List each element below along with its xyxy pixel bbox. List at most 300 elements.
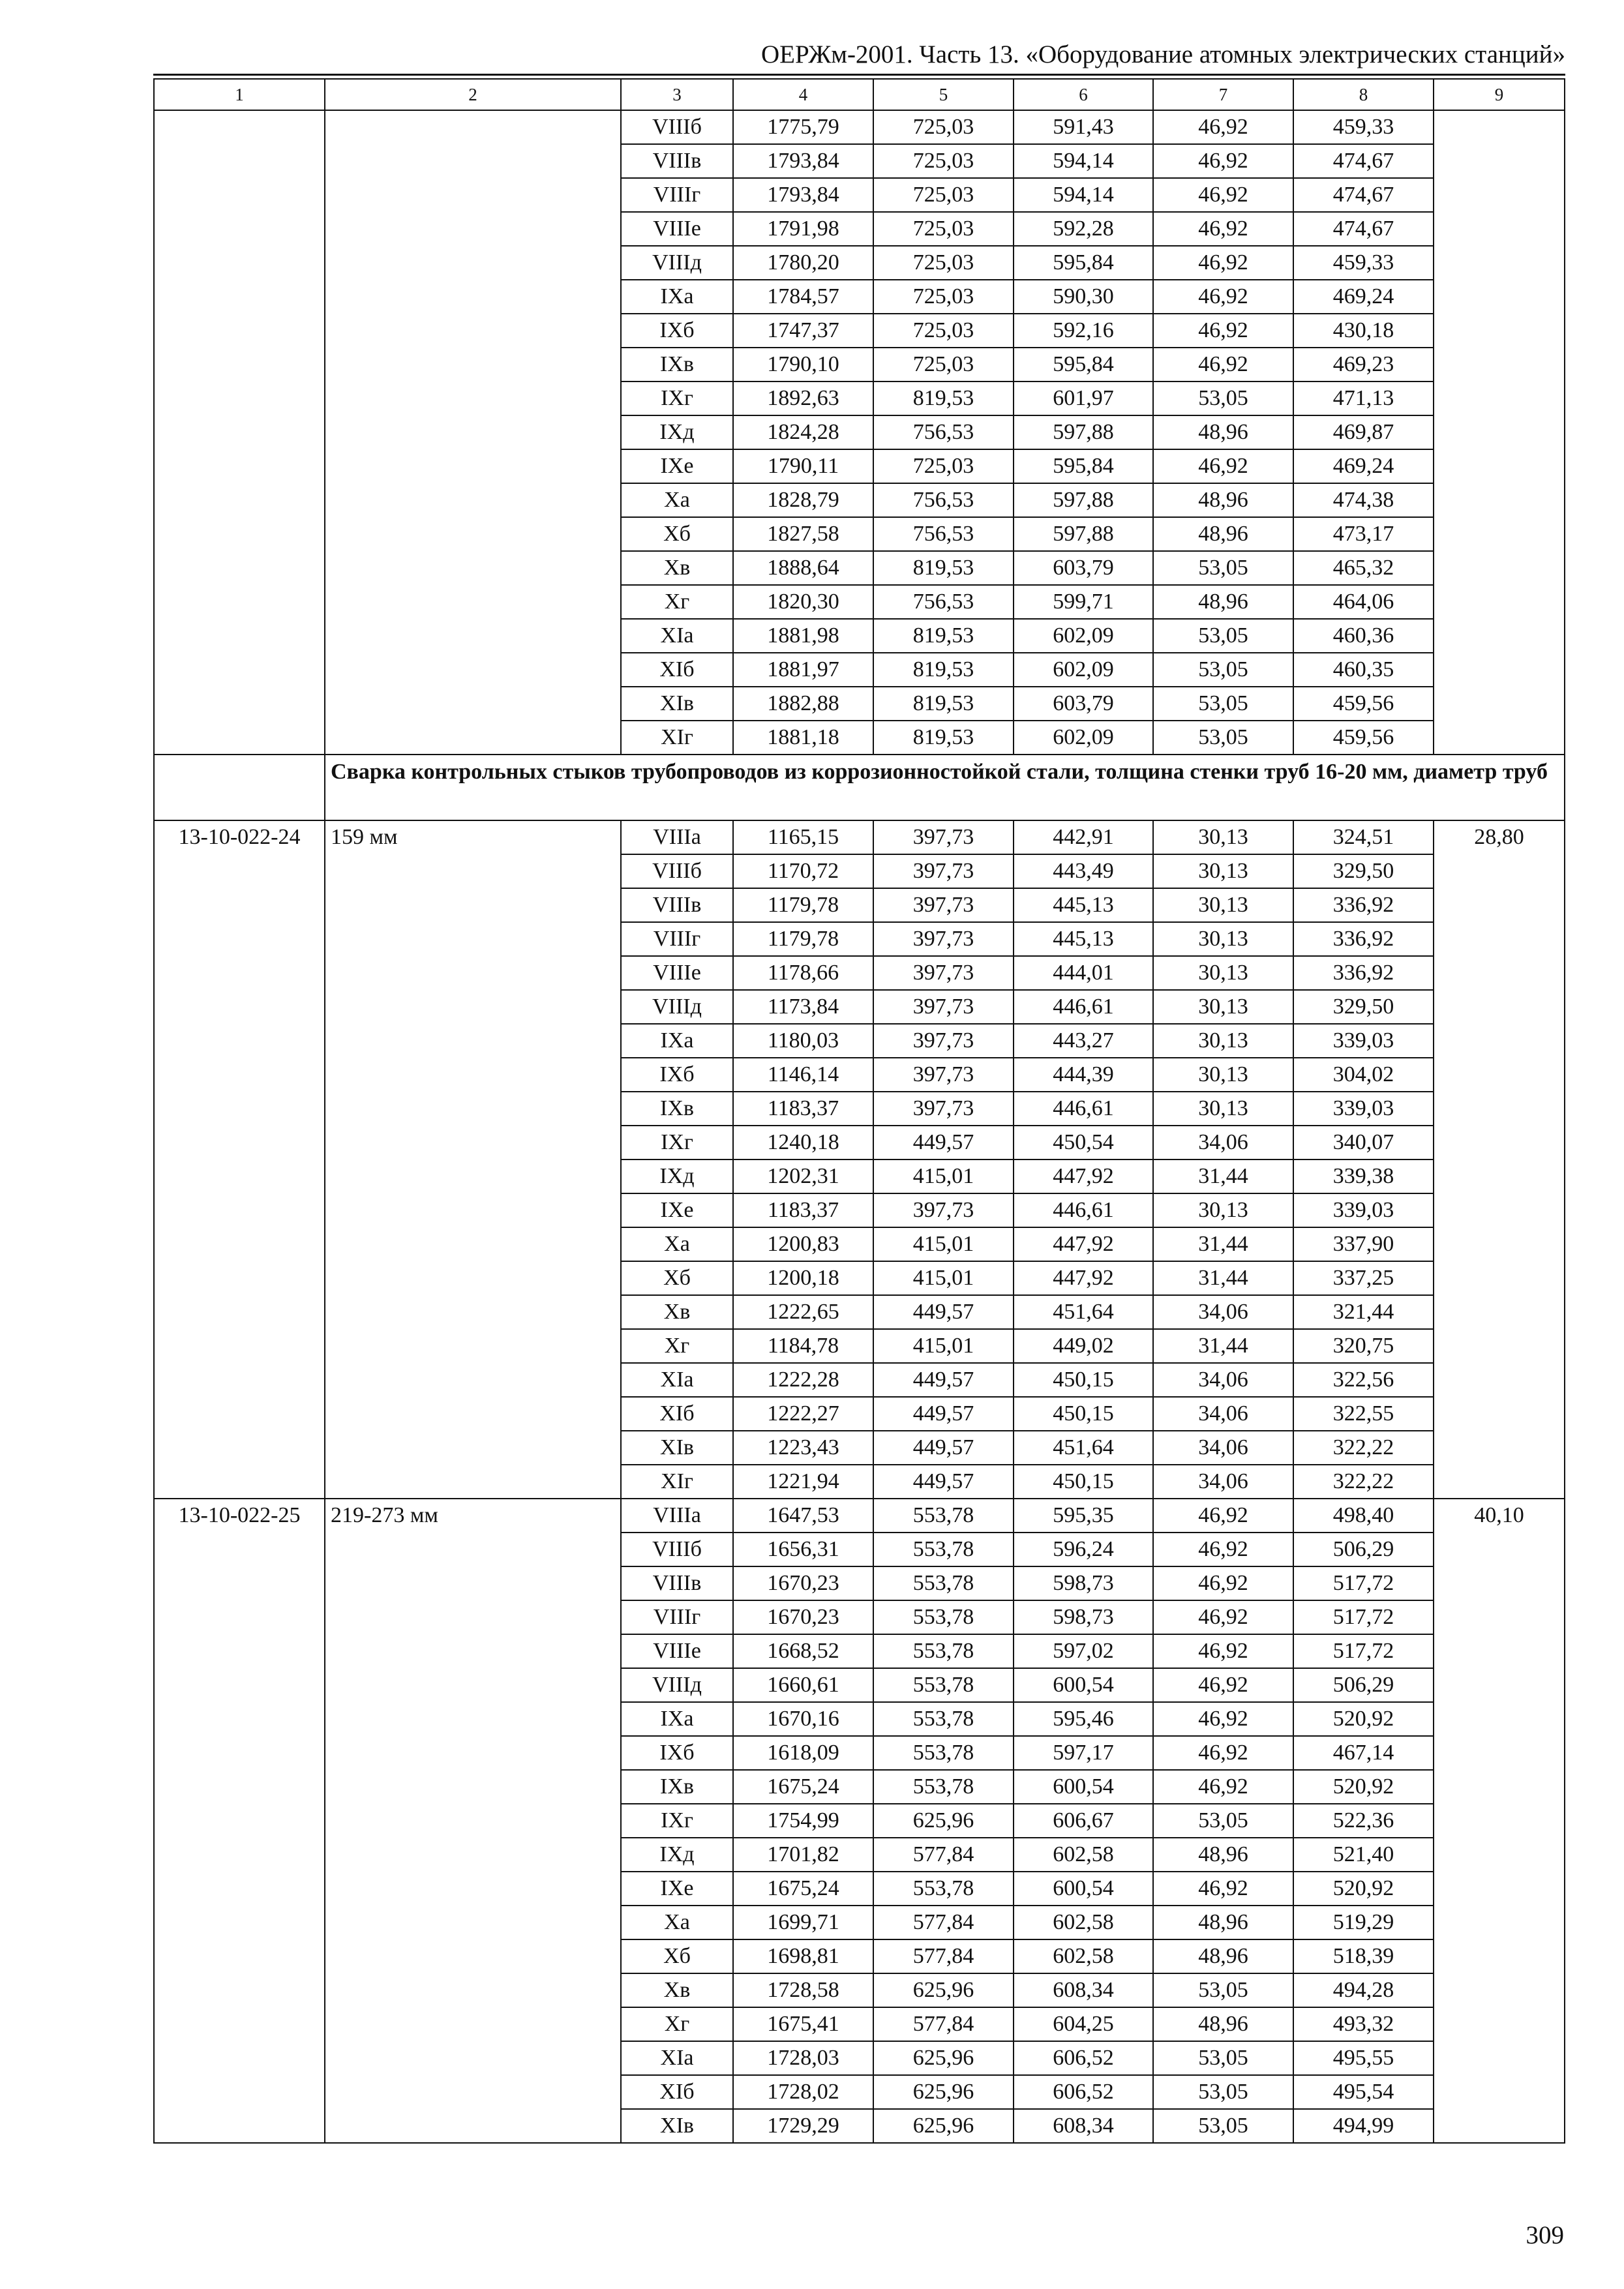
value-cell: 474,38 [1293,483,1434,517]
value-cell: 445,13 [1014,888,1153,922]
value-cell: 1784,57 [733,280,873,314]
value-cell: 517,72 [1293,1566,1434,1600]
value-cell: 1222,65 [733,1295,873,1329]
value-cell: 1881,18 [733,721,873,755]
value-cell: 602,09 [1014,653,1153,687]
value-cell: 430,18 [1293,314,1434,348]
value-cell: 446,61 [1014,990,1153,1024]
value-cell: 449,57 [873,1465,1014,1499]
value-cell: 53,05 [1153,687,1293,721]
zone-code: IXб [621,1736,733,1770]
value-cell: 415,01 [873,1159,1014,1193]
zone-code: IXг [621,1126,733,1159]
value-cell: 46,92 [1153,212,1293,246]
value-cell: 1184,78 [733,1329,873,1363]
value-cell: 595,46 [1014,1702,1153,1736]
zone-code: VIIIб [621,1533,733,1566]
page-number: 309 [1526,2221,1564,2249]
zone-code: VIIIб [621,854,733,888]
value-cell: 30,13 [1153,922,1293,956]
value-cell: 450,15 [1014,1465,1153,1499]
value-cell: 1179,78 [733,922,873,956]
value-cell: 321,44 [1293,1295,1434,1329]
value-cell: 449,57 [873,1363,1014,1397]
column-number: 7 [1153,79,1293,110]
value-cell: 1618,09 [733,1736,873,1770]
value-cell: 599,71 [1014,585,1153,619]
value-cell: 459,33 [1293,110,1434,144]
value-cell: 446,61 [1014,1193,1153,1227]
section-title-row [154,755,1565,820]
value-cell: 46,92 [1153,1499,1293,1533]
zone-code: VIIIв [621,144,733,178]
value-cell: 48,96 [1153,517,1293,551]
value-cell: 1888,64 [733,551,873,585]
value-cell: 30,13 [1153,854,1293,888]
value-cell: 53,05 [1153,2109,1293,2143]
value-cell: 592,28 [1014,212,1153,246]
value-cell: 474,67 [1293,144,1434,178]
value-cell: 1240,18 [733,1126,873,1159]
value-cell: 304,02 [1293,1058,1434,1092]
zone-code: IXг [621,1804,733,1838]
value-cell: 459,33 [1293,246,1434,280]
value-cell: 1670,23 [733,1600,873,1634]
value-cell: 725,03 [873,280,1014,314]
value-cell: 1183,37 [733,1092,873,1126]
value-cell: 553,78 [873,1736,1014,1770]
col9-value: 28,80 [1434,820,1565,1499]
zone-code: IXг [621,382,733,415]
value-cell: 595,84 [1014,449,1153,483]
zone-code: VIIIв [621,888,733,922]
value-cell: 553,78 [873,1770,1014,1804]
zone-code: VIIIе [621,212,733,246]
column-number: 6 [1014,79,1153,110]
value-cell: 495,55 [1293,2041,1434,2075]
value-cell: 339,03 [1293,1024,1434,1058]
zone-code: XIв [621,1431,733,1465]
value-cell: 322,56 [1293,1363,1434,1397]
table-row [154,820,1565,854]
zone-code: XIа [621,2041,733,2075]
value-cell: 30,13 [1153,956,1293,990]
value-cell: 1793,84 [733,178,873,212]
column-number: 5 [873,79,1014,110]
value-cell: 1824,28 [733,415,873,449]
value-cell: 594,14 [1014,144,1153,178]
header-rule [153,74,1565,76]
pipe-diameter: 159 мм [325,820,621,1499]
value-cell: 602,58 [1014,1906,1153,1939]
value-cell: 48,96 [1153,585,1293,619]
zone-code: Xб [621,517,733,551]
zone-code: VIIIа [621,820,733,854]
pipe-diameter: 219-273 мм [325,1499,621,2143]
value-cell: 1729,29 [733,2109,873,2143]
value-cell: 1222,27 [733,1397,873,1431]
zone-code: IXв [621,348,733,382]
value-cell: 725,03 [873,449,1014,483]
value-cell: 606,52 [1014,2075,1153,2109]
value-cell: 819,53 [873,551,1014,585]
value-cell: 1791,98 [733,212,873,246]
zone-code: IXд [621,415,733,449]
value-cell: 34,06 [1153,1126,1293,1159]
zone-code: Xг [621,1329,733,1363]
value-cell: 725,03 [873,110,1014,144]
value-cell: 48,96 [1153,1838,1293,1872]
value-cell: 553,78 [873,1499,1014,1533]
value-cell: 594,14 [1014,178,1153,212]
value-cell: 608,34 [1014,1973,1153,2007]
value-cell: 725,03 [873,212,1014,246]
value-cell: 590,30 [1014,280,1153,314]
value-cell: 1780,20 [733,246,873,280]
rate-code: 13-10-022-25 [154,1499,325,2143]
value-cell: 447,92 [1014,1227,1153,1261]
value-cell: 591,43 [1014,110,1153,144]
value-cell: 322,22 [1293,1431,1434,1465]
zone-code: Xа [621,483,733,517]
value-cell: 1790,10 [733,348,873,382]
value-cell: 53,05 [1153,551,1293,585]
rates-table [153,78,1565,2144]
value-cell: 46,92 [1153,1736,1293,1770]
value-cell: 553,78 [873,1872,1014,1906]
value-cell: 320,75 [1293,1329,1434,1363]
value-cell: 336,92 [1293,922,1434,956]
zone-code: IXд [621,1838,733,1872]
value-cell: 1146,14 [733,1058,873,1092]
value-cell: 1882,88 [733,687,873,721]
value-cell: 494,99 [1293,2109,1434,2143]
value-cell: 336,92 [1293,956,1434,990]
value-cell: 447,92 [1014,1261,1153,1295]
value-cell: 473,17 [1293,517,1434,551]
value-cell: 1775,79 [733,110,873,144]
value-cell: 1728,58 [733,1973,873,2007]
rate-code [154,110,325,755]
value-cell: 602,58 [1014,1838,1153,1872]
value-cell: 469,87 [1293,415,1434,449]
zone-code: XIв [621,687,733,721]
value-cell: 1173,84 [733,990,873,1024]
value-cell: 53,05 [1153,2041,1293,2075]
value-cell: 397,73 [873,1024,1014,1058]
value-cell: 625,96 [873,1804,1014,1838]
zone-code: Xв [621,1973,733,2007]
value-cell: 451,64 [1014,1295,1153,1329]
value-cell: 46,92 [1153,348,1293,382]
value-cell: 1827,58 [733,517,873,551]
value-cell: 46,92 [1153,1533,1293,1566]
zone-code: XIб [621,1397,733,1431]
value-cell: 34,06 [1153,1363,1293,1397]
column-number: 8 [1293,79,1434,110]
value-cell: 1221,94 [733,1465,873,1499]
zone-code: VIIIг [621,178,733,212]
value-cell: 597,88 [1014,517,1153,551]
zone-code: Xг [621,2007,733,2041]
value-cell: 48,96 [1153,1906,1293,1939]
column-number: 3 [621,79,733,110]
value-cell: 600,54 [1014,1872,1153,1906]
value-cell: 1828,79 [733,483,873,517]
value-cell: 602,58 [1014,1939,1153,1973]
value-cell: 397,73 [873,922,1014,956]
value-cell: 46,92 [1153,178,1293,212]
zone-code: IXа [621,1702,733,1736]
value-cell: 322,55 [1293,1397,1434,1431]
col9-value [1434,110,1565,755]
value-cell: 469,23 [1293,348,1434,382]
zone-code: XIг [621,1465,733,1499]
value-cell: 506,29 [1293,1668,1434,1702]
value-cell: 592,16 [1014,314,1153,348]
value-cell: 53,05 [1153,382,1293,415]
value-cell: 553,78 [873,1566,1014,1600]
value-cell: 449,57 [873,1431,1014,1465]
zone-code: Xб [621,1261,733,1295]
zone-code: XIа [621,619,733,653]
value-cell: 31,44 [1153,1261,1293,1295]
value-cell: 31,44 [1153,1159,1293,1193]
value-cell: 34,06 [1153,1397,1293,1431]
value-cell: 469,24 [1293,449,1434,483]
value-cell: 322,22 [1293,1465,1434,1499]
value-cell: 601,97 [1014,382,1153,415]
value-cell: 495,54 [1293,2075,1434,2109]
value-cell: 46,92 [1153,110,1293,144]
value-cell: 625,96 [873,2075,1014,2109]
value-cell: 460,35 [1293,653,1434,687]
value-cell: 467,14 [1293,1736,1434,1770]
value-cell: 34,06 [1153,1295,1293,1329]
value-cell: 1200,18 [733,1261,873,1295]
value-cell: 606,67 [1014,1804,1153,1838]
value-cell: 46,92 [1153,449,1293,483]
value-cell: 339,38 [1293,1159,1434,1193]
value-cell: 474,67 [1293,212,1434,246]
value-cell: 625,96 [873,1973,1014,2007]
value-cell: 329,50 [1293,990,1434,1024]
value-cell: 450,15 [1014,1397,1153,1431]
value-cell: 397,73 [873,888,1014,922]
zone-code: VIIIд [621,246,733,280]
value-cell: 324,51 [1293,820,1434,854]
value-cell: 1881,98 [733,619,873,653]
value-cell: 30,13 [1153,1092,1293,1126]
value-cell: 625,96 [873,2109,1014,2143]
value-cell: 339,03 [1293,1092,1434,1126]
value-cell: 493,32 [1293,2007,1434,2041]
value-cell: 31,44 [1153,1227,1293,1261]
value-cell: 819,53 [873,382,1014,415]
zone-code: VIIIг [621,922,733,956]
value-cell: 598,73 [1014,1600,1153,1634]
value-cell: 1202,31 [733,1159,873,1193]
value-cell: 600,54 [1014,1668,1153,1702]
zone-code: IXб [621,1058,733,1092]
table-body [154,79,1565,2143]
zone-code: IXд [621,1159,733,1193]
value-cell: 608,34 [1014,2109,1153,2143]
value-cell: 517,72 [1293,1600,1434,1634]
value-cell: 595,84 [1014,246,1153,280]
zone-code: VIIIе [621,956,733,990]
value-cell: 625,96 [873,2041,1014,2075]
value-cell: 53,05 [1153,619,1293,653]
value-cell: 449,57 [873,1397,1014,1431]
value-cell: 48,96 [1153,1939,1293,1973]
value-cell: 30,13 [1153,990,1293,1024]
value-cell: 397,73 [873,956,1014,990]
zone-code: XIа [621,1363,733,1397]
value-cell: 415,01 [873,1261,1014,1295]
zone-code: Xа [621,1227,733,1261]
zone-code: Xв [621,1295,733,1329]
value-cell: 46,92 [1153,144,1293,178]
value-cell: 471,13 [1293,382,1434,415]
value-cell: 1165,15 [733,820,873,854]
column-number: 1 [154,79,325,110]
value-cell: 397,73 [873,990,1014,1024]
value-cell: 1701,82 [733,1838,873,1872]
zone-code: IXе [621,1193,733,1227]
value-cell: 577,84 [873,2007,1014,2041]
value-cell: 1647,53 [733,1499,873,1533]
value-cell: 340,07 [1293,1126,1434,1159]
column-number: 4 [733,79,873,110]
column-number: 9 [1434,79,1565,110]
value-cell: 494,28 [1293,1973,1434,2007]
value-cell: 1670,23 [733,1566,873,1600]
value-cell: 517,72 [1293,1634,1434,1668]
value-cell: 1670,16 [733,1702,873,1736]
value-cell: 577,84 [873,1906,1014,1939]
zone-code: VIIIв [621,1566,733,1600]
value-cell: 30,13 [1153,1024,1293,1058]
value-cell: 397,73 [873,854,1014,888]
value-cell: 46,92 [1153,246,1293,280]
value-cell: 31,44 [1153,1329,1293,1363]
value-cell: 1699,71 [733,1906,873,1939]
section-title: Сварка контрольных стыков трубопроводов из коррозионностойкой стали, толщина стенки труб 16-20 мм, диаметр труб [325,755,1565,820]
value-cell: 1675,24 [733,1770,873,1804]
value-cell: 597,02 [1014,1634,1153,1668]
value-cell: 725,03 [873,314,1014,348]
col9-value: 40,10 [1434,1499,1565,2143]
value-cell: 595,84 [1014,348,1153,382]
value-cell: 46,92 [1153,1872,1293,1906]
value-cell: 522,36 [1293,1804,1434,1838]
value-cell: 337,90 [1293,1227,1434,1261]
value-cell: 46,92 [1153,1770,1293,1804]
value-cell: 725,03 [873,246,1014,280]
value-cell: 1728,03 [733,2041,873,2075]
rate-code: 13-10-022-24 [154,820,325,1499]
zone-code: IXв [621,1092,733,1126]
zone-code: IXб [621,314,733,348]
value-cell: 339,03 [1293,1193,1434,1227]
value-cell: 46,92 [1153,1566,1293,1600]
value-cell: 444,39 [1014,1058,1153,1092]
value-cell: 1178,66 [733,956,873,990]
value-cell: 449,02 [1014,1329,1153,1363]
value-cell: 397,73 [873,1058,1014,1092]
value-cell: 598,73 [1014,1566,1153,1600]
value-cell: 1170,72 [733,854,873,888]
zone-code: IXв [621,1770,733,1804]
value-cell: 48,96 [1153,483,1293,517]
section-blank-cell [154,755,325,820]
value-cell: 34,06 [1153,1431,1293,1465]
value-cell: 449,57 [873,1126,1014,1159]
zone-code: Xа [621,1906,733,1939]
value-cell: 46,92 [1153,1668,1293,1702]
value-cell: 597,88 [1014,483,1153,517]
value-cell: 30,13 [1153,1193,1293,1227]
value-cell: 604,25 [1014,2007,1153,2041]
value-cell: 553,78 [873,1668,1014,1702]
value-cell: 819,53 [873,619,1014,653]
zone-code: XIб [621,2075,733,2109]
value-cell: 30,13 [1153,820,1293,854]
value-cell: 53,05 [1153,1973,1293,2007]
value-cell: 1660,61 [733,1668,873,1702]
value-cell: 336,92 [1293,888,1434,922]
value-cell: 1668,52 [733,1634,873,1668]
value-cell: 337,25 [1293,1261,1434,1295]
value-cell: 577,84 [873,1939,1014,1973]
running-header: ОЕРЖм-2001. Часть 13. «Оборудование атомных электрических станций» [761,40,1565,68]
value-cell: 1223,43 [733,1431,873,1465]
value-cell: 30,13 [1153,888,1293,922]
value-cell: 756,53 [873,517,1014,551]
value-cell: 1675,41 [733,2007,873,2041]
value-cell: 506,29 [1293,1533,1434,1566]
value-cell: 553,78 [873,1634,1014,1668]
zone-code: XIв [621,2109,733,2143]
zone-code: XIг [621,721,733,755]
value-cell: 1754,99 [733,1804,873,1838]
value-cell: 1179,78 [733,888,873,922]
value-cell: 577,84 [873,1838,1014,1872]
column-number-row [154,79,1565,110]
value-cell: 449,57 [873,1295,1014,1329]
value-cell: 1656,31 [733,1533,873,1566]
table-row [154,110,1565,144]
value-cell: 602,09 [1014,619,1153,653]
value-cell: 603,79 [1014,551,1153,585]
value-cell: 600,54 [1014,1770,1153,1804]
value-cell: 48,96 [1153,2007,1293,2041]
value-cell: 447,92 [1014,1159,1153,1193]
value-cell: 498,40 [1293,1499,1434,1533]
zone-code: VIIIд [621,990,733,1024]
value-cell: 1793,84 [733,144,873,178]
value-cell: 48,96 [1153,415,1293,449]
value-cell: 46,92 [1153,1702,1293,1736]
zone-code: XIб [621,653,733,687]
value-cell: 46,92 [1153,1600,1293,1634]
value-cell: 459,56 [1293,721,1434,755]
value-cell: 756,53 [873,483,1014,517]
value-cell: 553,78 [873,1702,1014,1736]
value-cell: 606,52 [1014,2041,1153,2075]
value-cell: 53,05 [1153,2075,1293,2109]
